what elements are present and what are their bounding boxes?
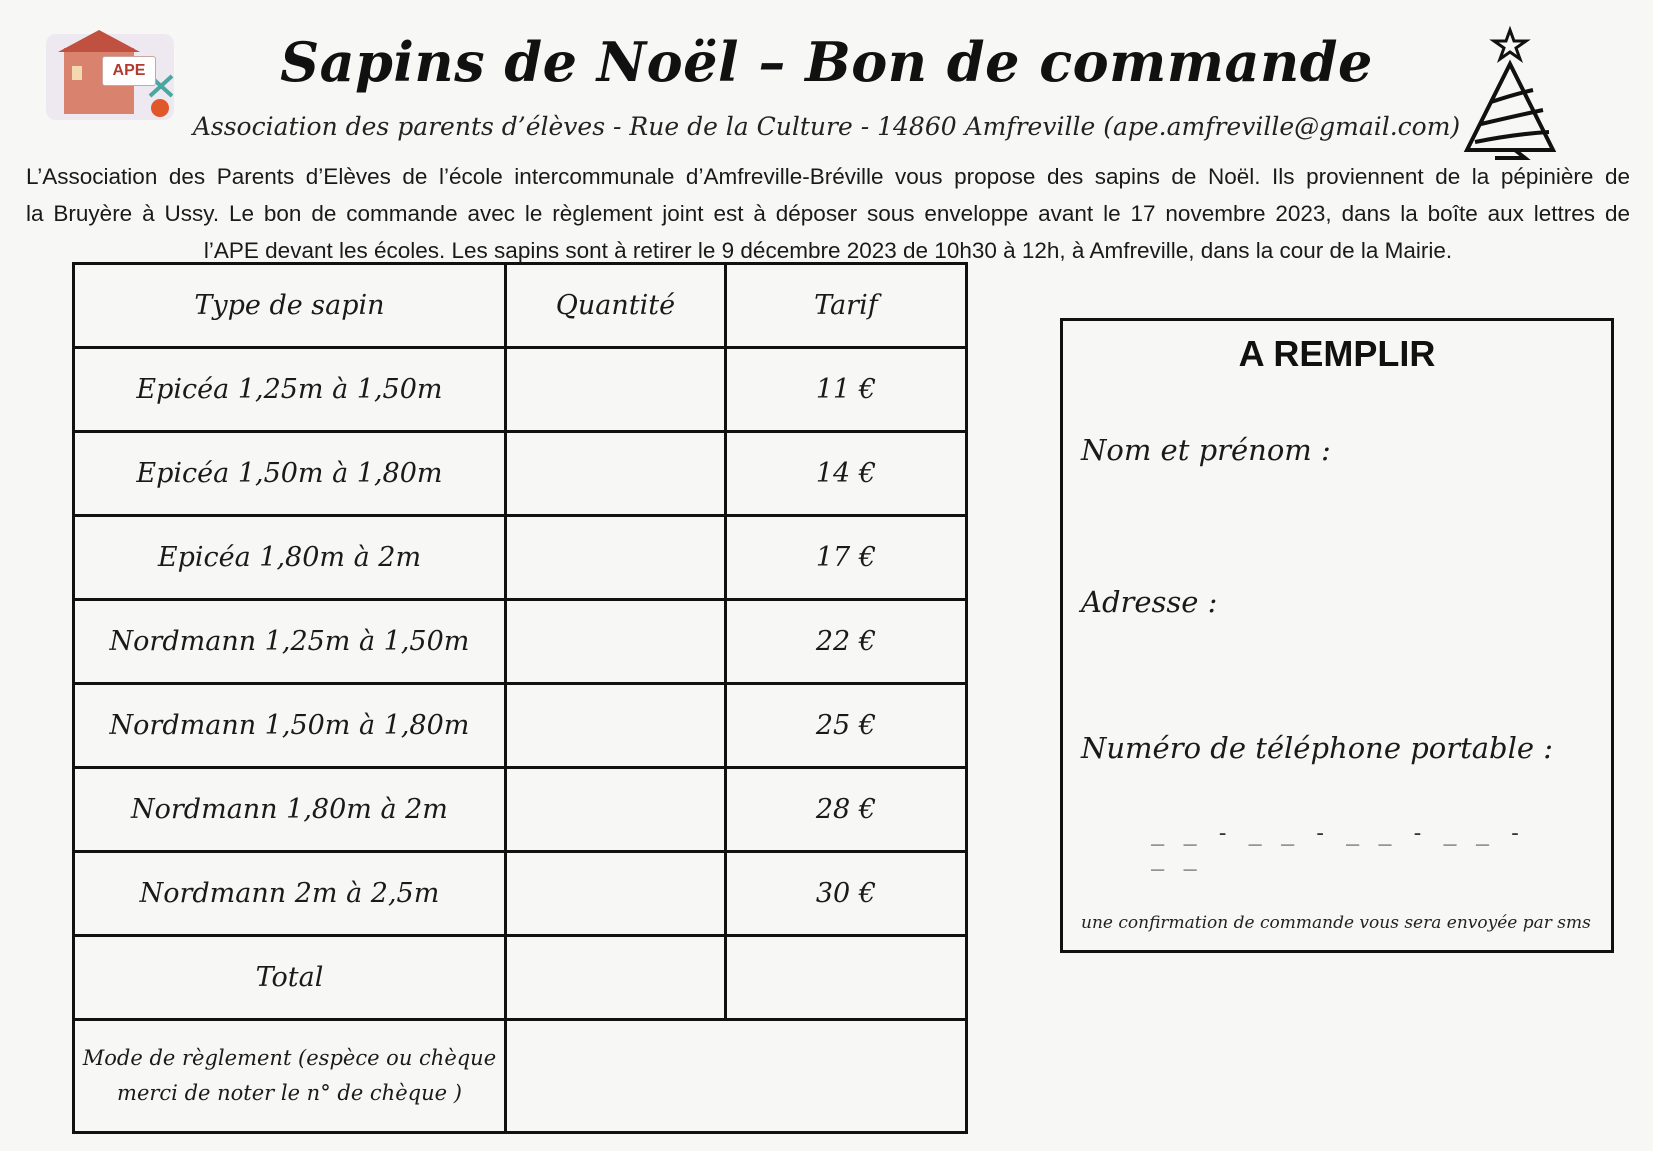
price-cell: 22 € <box>725 600 966 684</box>
total-quantity-cell[interactable] <box>505 936 725 1020</box>
table-header-row <box>74 264 967 348</box>
price-cell: 14 € <box>725 432 966 516</box>
table-row <box>74 684 967 768</box>
intro-paragraph <box>26 158 1630 269</box>
payment-label-line: merci de noter le n° de chèque ) <box>117 1081 462 1105</box>
payment-label <box>74 1020 506 1133</box>
christmas-tree-icon <box>1455 24 1565 164</box>
total-price-cell[interactable] <box>725 936 966 1020</box>
payment-method-cell[interactable] <box>505 1020 966 1133</box>
intro-line: l’APE devant les écoles. Les sapins sont à retirer le 9 décembre 2023 de 10h30 à 12h, à Amfreville, dans la cour de la Mairie. <box>203 238 1453 263</box>
tree-type-cell: Nordmann 1,80m à 2m <box>74 768 506 852</box>
price-cell: 17 € <box>725 516 966 600</box>
page-title: Sapins de Noël – Bon de commande <box>280 30 1373 94</box>
table-row <box>74 516 967 600</box>
tree-type-cell: Epicéa 1,25m à 1,50m <box>74 348 506 432</box>
ape-logo-text: APE <box>102 56 156 86</box>
order-table <box>72 262 968 1134</box>
total-row <box>74 936 967 1020</box>
table-row <box>74 768 967 852</box>
quantity-cell[interactable] <box>505 432 725 516</box>
quantity-cell[interactable] <box>505 600 725 684</box>
intro-line: la Bruyère à Ussy. Le bon de commande avec le règlement joint est à déposer sous enveloppe avant le 17 novembre 2023, dans la boîte aux lettres de <box>26 201 1630 226</box>
price-cell: 11 € <box>725 348 966 432</box>
price-cell: 30 € <box>725 852 966 936</box>
table-row <box>74 432 967 516</box>
form-title: A REMPLIR <box>1238 333 1436 374</box>
tree-type-cell: Epicéa 1,50m à 1,80m <box>74 432 506 516</box>
table-row <box>74 348 967 432</box>
phone-field-label[interactable]: Numéro de téléphone portable : <box>1081 731 1554 765</box>
quantity-cell[interactable] <box>505 684 725 768</box>
association-address: Association des parents d’élèves - Rue de la Culture - 14860 Amfreville (ape.amfreville@gmail.com) <box>192 112 1461 141</box>
sms-confirmation-note: une confirmation de commande vous sera envoyée par sms <box>1081 913 1591 933</box>
quantity-cell[interactable] <box>505 852 725 936</box>
name-field-label[interactable]: Nom et prénom : <box>1081 433 1331 467</box>
tree-type-cell: Nordmann 2m à 2,5m <box>74 852 506 936</box>
phone-number-blanks[interactable]: _ _ - _ _ - _ _ - _ _ - _ _ <box>1151 821 1525 871</box>
header-price: Tarif <box>725 264 966 348</box>
price-cell: 28 € <box>725 768 966 852</box>
address-field-label[interactable]: Adresse : <box>1081 585 1218 619</box>
price-cell: 25 € <box>725 684 966 768</box>
tree-type-cell: Nordmann 1,50m à 1,80m <box>74 684 506 768</box>
quantity-cell[interactable] <box>505 768 725 852</box>
payment-label-line: Mode de règlement (espèce ou chèque <box>82 1046 497 1070</box>
table-row <box>74 852 967 936</box>
quantity-cell[interactable] <box>505 348 725 432</box>
table-row <box>74 600 967 684</box>
header-quantity: Quantité <box>505 264 725 348</box>
tree-type-cell: Nordmann 1,25m à 1,50m <box>74 600 506 684</box>
customer-info-box <box>1060 318 1614 953</box>
tree-type-cell: Epicéa 1,80m à 2m <box>74 516 506 600</box>
payment-row <box>74 1020 967 1133</box>
header-type: Type de sapin <box>74 264 506 348</box>
total-label: Total <box>74 936 506 1020</box>
quantity-cell[interactable] <box>505 516 725 600</box>
intro-line: L’Association des Parents d’Elèves de l’école intercommunale d’Amfreville-Bréville vous propose des sapins de Noël. Ils proviennent de la pépinière de <box>26 164 1630 189</box>
